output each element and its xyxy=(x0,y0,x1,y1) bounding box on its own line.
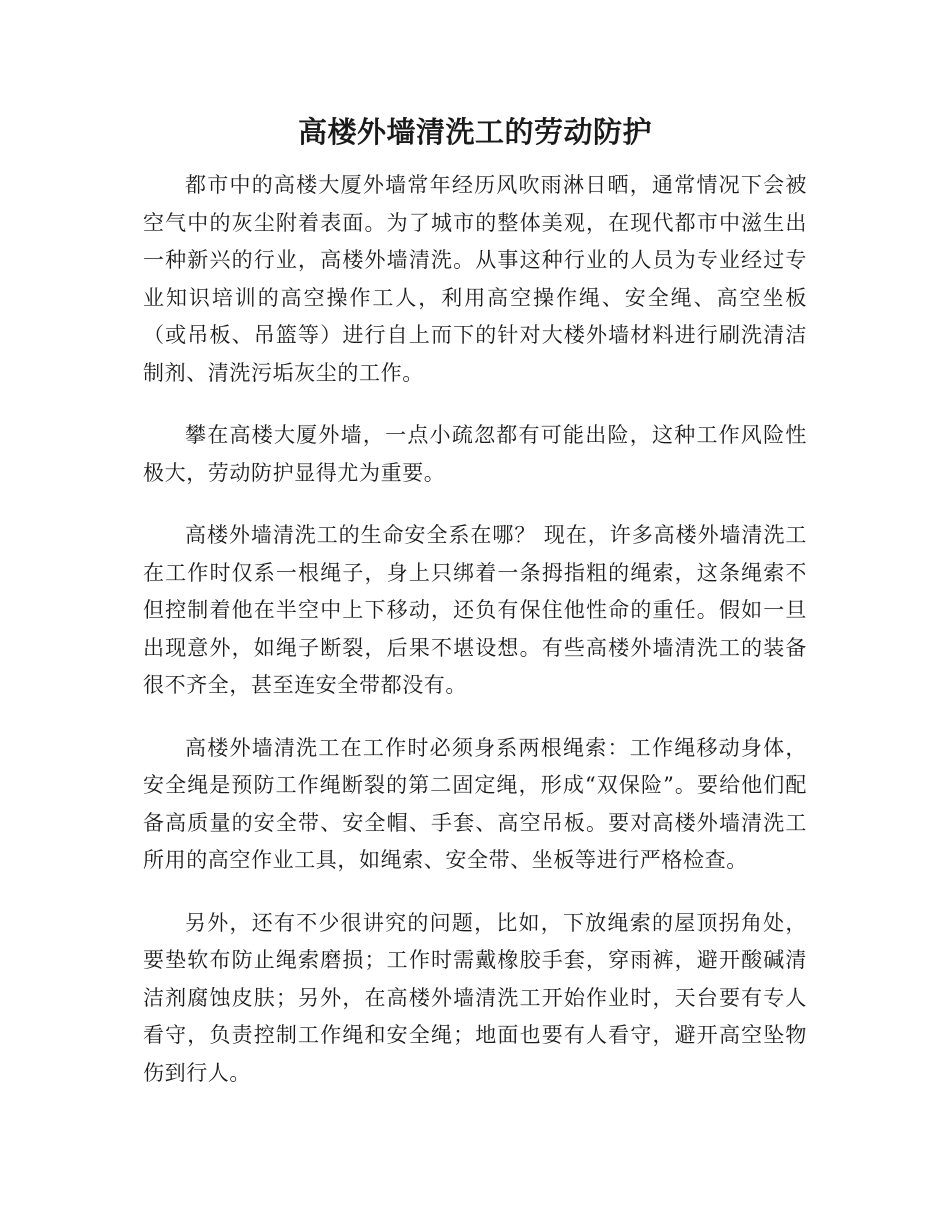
document-body xyxy=(143,167,807,1117)
paragraph-1: 都市中的高楼大厦外墙常年经历风吹雨淋日晒，通常情况下会被空气中的灰尘附着表面。为了城市的整体美观，在现代都市中滋生出一种新兴的行业，高楼外墙清洗。从事这种行业的人员为专业经过专业知识培训的高空操作工人，利用高空操作绳、安全绳、高空坐板（或吊板、吊篮等）进行自上而下的针对大楼外墙材料进行刷洗清洁制剂、清洗污垢灰尘的工作。 xyxy=(143,173,807,385)
paragraph-5: 另外，还有不少很讲究的问题，比如，下放绳索的屋顶拐角处，要垫软布防止绳索磨损；工作时需戴橡胶手套，穿雨裤，避开酸碱清洁剂腐蚀皮肤；另外，在高楼外墙清洗工开始作业时，天台要有专人看守，负责控制工作绳和安全绳；地面也要有人看守，避开高空坠物伤到行人。 xyxy=(143,910,807,1085)
document-title: 高楼外墙清洗工的劳动防护 xyxy=(297,115,652,149)
paragraph-4: 高楼外墙清洗工在工作时必须身系两根绳索：工作绳移动身体，安全绳是预防工作绳断裂的第二固定绳，形成“双保险”。要给他们配备高质量的安全带、安全帽、手套、高空吊板。要对高楼外墙清洗工所用的高空作业工具，如绳索、安全带、坐板等进行严格检查。 xyxy=(143,735,807,872)
paragraph-3: 高楼外墙清洗工的生命安全系在哪？ 现在，许多高楼外墙清洗工在工作时仅系一根绳子，身上只绑着一条拇指粗的绳索，这条绳索不但控制着他在半空中上下移动，还负有保住他性命的重任。假如一旦出现意外，如绳子断裂，后果不堪设想。有些高楼外墙清洗工的装备很不齐全，甚至连安全带都没有。 xyxy=(143,523,807,697)
paragraph-2: 攀在高楼大厦外墙，一点小疏忽都有可能出险，这种工作风险性极大，劳动防护显得尤为重要。 xyxy=(143,423,807,485)
